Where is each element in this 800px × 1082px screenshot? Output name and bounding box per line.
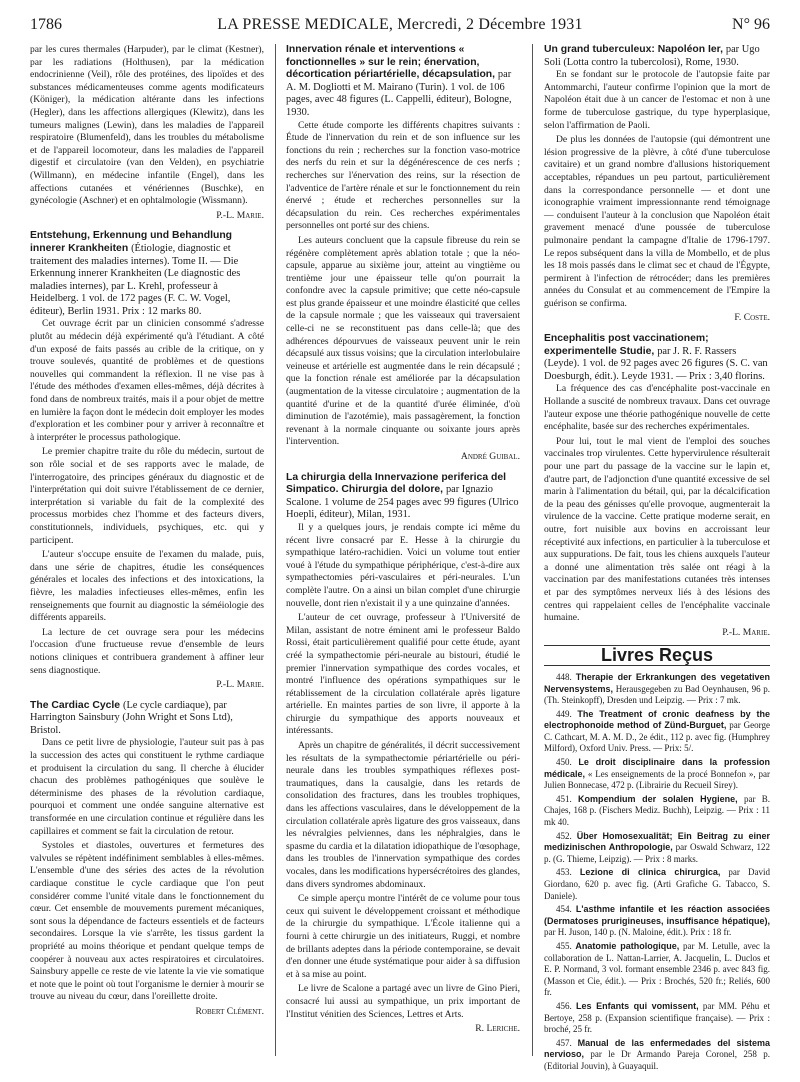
column-middle — [286, 44, 520, 1056]
review-heading — [286, 472, 520, 522]
column-right — [544, 44, 771, 1071]
column-divider — [532, 44, 533, 1056]
review-paragraph: Cet ouvrage écrit par un clinicien consommé s'adresse plutôt au médecin déjà expérimenté qu'à l'étudiant. A côté d'un exposé de faits passés au crible de la critique, on y trouve soulevés, quantité de problèmes et de questions nouvelles qui commandent la réflexion. Il ne vise pas à l'étude des méthodes d'examen elles-mêmes, déjà décrites à fond dans de nombreux traités, mais il a pour objet de mettre en lumière la façon dont le médecin doit employer les modes d'exploration et les combiner pour y arriver à reconnaître et à interpréter le processus pathologique. — [30, 318, 264, 443]
review-heading — [544, 333, 770, 383]
review-paragraph: En se fondant sur le protocole de l'autopsie faite par Antommarchi, l'auteur confirme l'opinion que la mort de Napoléon était due à un cancer de l'estomac et non à une forme de tuberculose gastrique, du type hyperplasique, selon l'affirmation de Paoli. — [544, 69, 770, 131]
book-title: Anatomie pathologique, — [575, 940, 680, 951]
review-title: La chirurgia della Innervazione periferica del Simpatico. Chirurgia del dolore, — [286, 471, 507, 496]
book-title: The Treatment of cronic deafness by the electrophonoide method of Zünd-Burguet, — [544, 708, 771, 731]
book-details: par M. Letulle, avec la collaboration de L. Nattan-Larrier, A. Jacquelin, L. Duclos et E. P. Normand, 3 vol. formant ensemble 2346 p. avec 843 fig. (Masson et Cie, édit.). — Prix : Brochés, 520 fr.; Reliés, 600 fr. — [544, 940, 771, 998]
book-details: « Les enseignements de la procé Bonnefon », par Julien Bonnecase, 472 p. (Librairie du Recueil Sirey). — [544, 768, 770, 791]
book-title: Über Homosexualität; Ein Beitrag zu einer medizinischen Anthropologie, — [544, 830, 770, 853]
review-paragraph: La fréquence des cas d'encéphalite post-vaccinale en Hollande a suscité de nombreux travaux. Dans cet ouvrage l'auteur expose une théorie pathogénique nouvelle de cette encéphalite, basée sur des recherches expérimentales. — [544, 383, 770, 433]
book-entry — [544, 794, 770, 829]
book-number: 452. — [556, 830, 577, 841]
column-divider — [275, 44, 276, 1056]
page-header — [30, 16, 770, 38]
issue-number: N° 96 — [732, 16, 770, 33]
review-title: The Cardiac Cycle — [30, 699, 121, 711]
review-heading — [286, 44, 520, 120]
book-entry — [544, 709, 770, 755]
books-received-list — [544, 672, 770, 1073]
review-signature: Robert Clément. — [195, 1005, 264, 1017]
book-number: 451. — [556, 793, 579, 804]
books-received-heading: Livres Reçus — [544, 645, 770, 666]
review-paragraph: La lecture de cet ouvrage sera pour les médecins l'occasion d'une fructueuse revue d'ensemble de leurs notions cliniques et contribuera grandement à affiner leur sens diagnostique. — [30, 626, 264, 676]
book-entry — [544, 904, 770, 939]
review-meta: par Ignazio Scalone. 1 volume de 254 pages avec 99 figures (Ulrico Hoepli, éditeur), Milan, 1931. — [286, 484, 519, 521]
continued-review-text: par les cures thermales (Harpuder), par le climat (Kestner), par les radiations (Holthusen), par la médication endocrinienne (Veil), rôle des protéines, des lipoïdes et des substances médicamenteuses comme agents modificateurs (Königer), la médication altérante dans les infections (Hegler), dans les affections allergiques (Klewitz), dans les tumeurs malignes (Lewin), dans les maladies de l'appareil respiratoire (Blumenfeld), dans les troubles du métabolisme et de l'appareil locomoteur, dans les maladies de l'appareil digestif et circulatoire (van den Velden), en psychiatrie (Willmann), en médecine infantile (Engel), dans les affections cutanées et vénériennes (Buschke), en gynécologie (Aschner) et en ophtalmologie (Wissmann). — [30, 44, 264, 207]
review-heading — [30, 700, 264, 738]
book-entry — [544, 1038, 770, 1073]
review-heading — [544, 44, 770, 69]
book-details: par Oswald Schwarz, 122 p. (G. Thieme, Leipzig). — Prix : 8 marks. — [544, 842, 770, 864]
book-number: 454. — [556, 904, 576, 915]
book-number: 456. — [556, 1000, 577, 1011]
book-number: 453. — [556, 867, 580, 878]
book-details: par le Dr Armando Pareja Coronel, 258 p. (Editorial Jouvin), à Guayaquil. — [544, 1049, 770, 1071]
review-paragraph: Les auteurs concluent que la capsule fibreuse du rein se régénère complètement après ablation totale ; que la néo-capsule, apparue au sixième jour, atteint au vingtième ou trentième jour une épaisseur telle qu'on pourrait la confondre avec la capsule primitive; que cette néo-capsule est plus grande épaisseur et une moindre élasticité que celles de la capsule normale ; que les vaisseaux qui traversaient celle-ci ne se reconstituent pas dans celle-là; que des adhérences dépourvues de vaisseaux peuvent unir le rein décapsulé aux tissus voisins; que la circulation interlobulaire veineuse et artérielle est augmentée dans le rein décapsulé ; que la fonction rénale est améliorée par la décapsulation (augmentation de la vitesse circulatoire ; augmentation de la quantité d'urine et de la quantité d'urée éliminée, d'où diminution de l'azotémie), mais passagèrement, la fonction revenant à la normale cinquante ou soixante jours après l'intervention. — [286, 234, 520, 448]
review-signature: P.-L. Marie. — [722, 626, 770, 638]
book-number: 455. — [556, 940, 576, 951]
book-title: Lezione di clinica chirurgica, — [579, 867, 721, 878]
review-paragraph: Pour lui, tout le mal vient de l'emploi des souches vaccinales trop virulentes. Cette hypervirulence résulterait pour une part du passage de la vaccine sur le lapin et, d'autre part, de l'adjonction d'une quantité excessive de sel marin à l'alimentation du bétail, qui, par la décalcification de la peau des génisses qu'elle provoque, augmenterait la virulence de la vaccine. Cette pratique moderne serait, en outre, fort nuisible aux bovins en accroissant leur réceptivité aux infections, en particulier à la tuberculose et aux suppurations. De fait, tous les chiens auxquels l'auteur a donné une alimentation très salée ont réagi à la vaccination par des manifestations cutanées très intenses et par des symptômes nerveux liés à des lésions des centres qui rappelaient celles de l'encéphalite vaccinale humaine. — [544, 435, 770, 624]
review-paragraph: L'auteur de cet ouvrage, professeur à l'Université de Milan, assistant de notre éminent ami le professeur Baldo Rossi, était particulièrement qualifié pour cette étude, ayant créé la sympathectomie péri-neurale au bistouri, étudié le premier l'innervation sympathique des cordes vocales, et montré l'influence des opérations sympathiques sur le rétablissement de la circulation collatérale après ligature artérielle. En maintes parties de son livre, il apporte à la chirurgie du sympathique des apports nouveaux et intéressants. — [286, 612, 520, 737]
book-number: 457. — [556, 1037, 578, 1048]
review-paragraph: Dans ce petit livre de physiologie, l'auteur suit pas à pas la succession des actes qui constituent le rythme cardiaque et produisent la circulation du sang. Il cherche à élucider chacun des problèmes pathogéniques que soulève le déterminisme des phases de la révolution cardiaque, pourquoi et comment une ondée sanguine alternative est transformée en une circulation continue et régulière dans les capillaires et comment se fait la circulation de retour. — [30, 737, 264, 837]
book-number: 449. — [556, 708, 578, 719]
column-left — [30, 44, 264, 1056]
review-paragraph: De plus les données de l'autopsie (qui démontrent une lésion progressive de la plèvre, à côté d'une tuberculose cavitaire) et un grand nombre d'allusions historiquement acceptables, répandues un peu partout, particulièrement dans la correspondance personnelle — et dont une iconographie vraiment impressionnante rend témoignage — conduisent l'auteur à la conclusion que Napoléon était gravement menacé d'une poussée de tuberculose pulmonaire pendant la campagne d'Italie de 1796-1797. Le repos subséquent dans la villa de Mombello, et de plus les 18 mois passés dans le climat sec et chaud de l'Égypte, permirent à l'infection de rétrocéder; dans les premières années du Consulat et au commencement de l'Empire la guérison se confirma. — [544, 134, 770, 309]
review-signature: R. Leriche. — [475, 1023, 520, 1035]
review-paragraph: Ce simple aperçu montre l'intérêt de ce volume pour tous ceux qui suivent le développement croissant et méthodique de la chirurgie du sympathique. L'École italienne qui a fourni à cette chirurgie un des initiateurs, Ruggi, et nombre de brillants adeptes dans la période contemporaine, se devait d'en donner une étude systématique pour aider à sa diffusion et à sa mise au point. — [286, 893, 520, 980]
review-signature: F. Coste. — [734, 312, 770, 324]
review-signature: P.-L. Marie. — [216, 679, 264, 691]
review-title: Entstehung, Erkennung und Behandlung innerer Krankheiten — [30, 230, 233, 254]
review-title: Encephalitis post vaccinationem; experimentelle Studie, — [544, 333, 709, 357]
book-number: 448. — [556, 671, 576, 682]
review-meta: par A. M. Dogliotti et M. Mairano (Turin). 1 vol. de 106 pages, avec 48 figures (L. Cappelli, éditeur), Bologne, 1930. — [286, 69, 512, 118]
review-meta: par Ugo Soli (Lotta contro la tubercolosi), Rome, 1930. — [544, 44, 760, 68]
book-title: Le droit disciplinaire dans la profession médicale, — [544, 757, 770, 779]
page-number: 1786 — [30, 16, 62, 33]
book-details: Herausgegeben zu Bad Oeynhausen, 96 p. (Th. Steinkopff), Dresden und Leipzig. — Prix : 7 mk. — [544, 683, 770, 706]
book-title: Les Enfants qui vomissent, — [576, 1000, 699, 1011]
review-paragraph: Cette étude comporte les différents chapitres suivants : Étude de l'innervation du rein et de son influence sur les fonctions du rein ; recherches sur la fonction vaso-motrice des nerfs du rein et sur la dégénérescence de ces nerfs ; recherches sur l'énervation des reins, sur la résection de l'adventice de l'artère rénale et sur le fonctionnement du rein énervé ; étude et recherches personnelles sur la décapsulation du rein. Ces recherches expérimentales personnelles ont porté sur des chiens. — [286, 119, 520, 232]
review-paragraph: Il y a quelques jours, je rendais compte ici même du récent livre consacré par E. Hesse à la chirurgie du sympathique latéro-rachidien. Voici un volume tout entier voué à l'étude du sympathique périphérique, c'est-à-dire aux sympathectomies péri-vasculaires et péri-neurales. L'un complète l'autre. On a ainsi un bilan complet d'une chirurgie nouvelle, dont rien n'existait il y a une quinzaine d'années. — [286, 521, 520, 609]
book-entry — [544, 831, 770, 866]
book-details: par George C. Cathcart, M. A. M. D., 2e édit., 112 p. avec fig. (Humphrey Milford), Oxford Univ. Press. — Prix: 5/. — [544, 720, 770, 754]
book-details: par H. Juson, 140 p. (N. Maloine, édit.). Prix : 18 fr. — [544, 927, 732, 938]
review-paragraph: Le livre de Scalone a partagé avec un livre de Gino Pieri, consacré lui aussi au sympathique, un prix important de l'Institut vénitien des Sciences, Lettres et Arts. — [286, 983, 520, 1020]
review-meta: (Le cycle cardiaque), par Harrington Sainsbury (John Wright et Sons Ltd), Bristol. — [30, 699, 233, 736]
book-entry — [544, 672, 770, 707]
review-meta: par J. R. F. Rassers (Leyde). 1 vol. de 92 pages avec 26 figures (S. C. van Doesburgh, édit.). Leyde 1931. — Prix : 3,40 florins. — [544, 345, 768, 382]
review-title: Innervation rénale et interventions « fonctionnelles » sur le rein; énervation, décortication périartérielle, décapsulation, — [286, 44, 496, 81]
review-paragraph: Après un chapitre de généralités, il décrit successivement les résultats de la sympathectomie périartérielle ou péri-neurale dans les troubles sympathiques réflexes post-traumatiques, dans la causalgie, dans les retards de consolidation des fractures, dans les troubles trophiques, dans les affections vasculaires, dans le développement de la circulation collatérale après ligature des gros vaisseaux, dans les névralgies pelviennes, dans les néphralgies, dans le spasme du cardia et la dilatation idiopathique de l'œsophage, dans les troubles de l'innervation sympathique des cordes vocales, dans les modifications hypersécrétoires des glandes, dans divers syndromes abdominaux. — [286, 740, 520, 890]
book-entry — [544, 867, 770, 902]
book-entry — [544, 1001, 770, 1036]
book-title: L'asthme infantile et les réaction associées (Dermatoses prurigineuses, insuffisance hépatique), — [544, 904, 771, 926]
book-title: Therapie der Erkrankungen des vegetativen Nervensystems, — [544, 671, 771, 694]
review-heading — [30, 230, 264, 318]
newspaper-title: LA PRESSE MEDICALE, Mercredi, 2 Décembre 1931 — [217, 16, 583, 33]
book-details: par B. Chajes, 168 p. (Fischers Mediz. Buchh), Leipzig. — Prix : 11 mk 40. — [544, 793, 771, 828]
book-number: 450. — [556, 757, 579, 768]
review-signature: André Guibal. — [460, 451, 520, 462]
review-paragraph: Systoles et diastoles, ouvertures et fermetures des valvules se répètent indéfiniment semblables à elles-mêmes. L'ensemble d'une des séries des actes de la révolution cardiaque constitue le cycle cardiaque que l'on peut considérer comme l'unité vitale dans le fonctionnement du cœur. Cet ensemble de mouvements purement mécaniques, sont sous la dépendance de facteurs essentiels et de facteurs secondaires. Lorsque la vie s'arrête, les tissus gardent la propriété au moins théorique et pendant quelque temps de coopérer à nouveau aux actes respiratoires et circulatoires. Sainsbury appelle ce reste de vie latente la vie vie somatique et note que le point où tout l'organisme le dernier à mourir se trouve au niveau du cœur, dans l'oreillette droite. — [30, 840, 264, 1003]
book-title: Manual de las enfermedades del sistema nervioso, — [544, 1037, 770, 1060]
review-signature: P.-L. Marie. — [216, 209, 264, 221]
review-meta: (Étiologie, diagnostic et traitement des maladies internes). Tome II. — Die Erkennung innerer Krankheiten (Le diagnostic des maladies internes), par L. Krehl, professeur à Heidelberg. 1 vol. de 172 pages (F. C. W. Vogel, éditeur), Berlin 1931. Prix : 12 marks 80. — [30, 242, 241, 317]
book-details: par MM. Péhu et Bertoye, 258 p. (Expansion scientifique française). — Prix : broché, 25 fr. — [544, 1000, 770, 1035]
book-details: par David Giordano, 620 p. avec fig. (Arti Grafiche G. Tabacco, S. Daniele). — [544, 867, 770, 901]
book-title: Kompendium der solalen Hygiene, — [578, 793, 738, 804]
review-paragraph: Le premier chapitre traite du rôle du médecin, surtout de son rôle social et de ses rapports avec le malade, de l'interrogatoire, des principes généraux du diagnostic et de l'interprétation qui doit suivre l'établissement de ce dernier, interprétation si variable du fait de la complexité des processus morbides chez l'homme et des facteurs divers, constitutionnels, individuels, psychiques, etc. qui y participent. — [30, 446, 264, 546]
review-title: Un grand tuberculeux: Napoléon Ier, — [544, 44, 723, 55]
book-entry — [544, 757, 770, 792]
book-entry — [544, 941, 770, 999]
review-paragraph: L'auteur s'occupe ensuite de l'examen du malade, puis, dans une série de chapitres, étudie les conséquences générales et locales des infections et des intoxications, la fièvre, les maladies infectieuses elles-mêmes, enfin les renseignements que fournit au diagnostic la séméiologie des différents appareils. — [30, 549, 264, 624]
